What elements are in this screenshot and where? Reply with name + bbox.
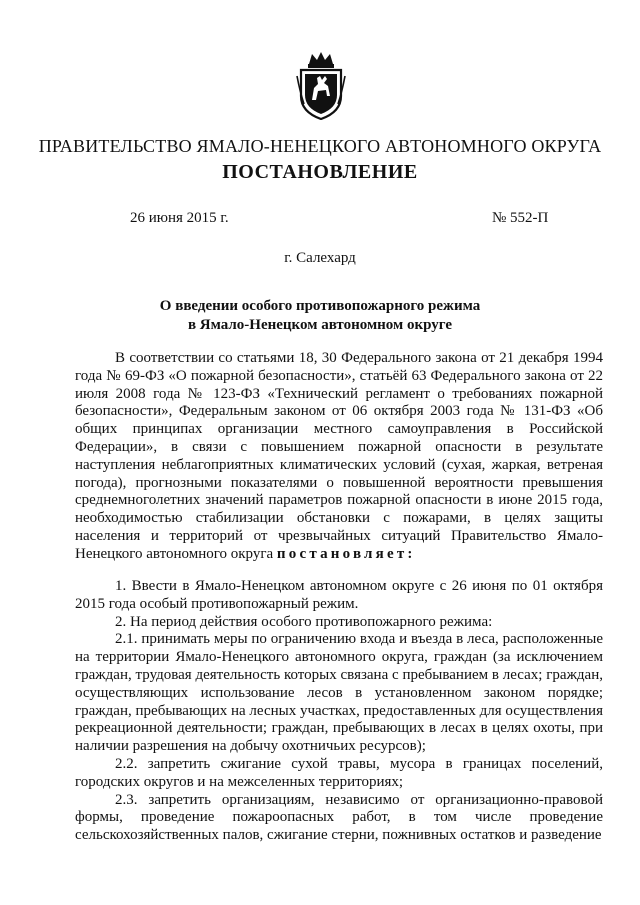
- list-item: 1. Ввести в Ямало-Ненецком автономном округе с 26 июня по 01 октября 2015 года особый противопожарный режим.: [75, 578, 603, 612]
- document-title: [0, 297, 640, 335]
- coat-of-arms-icon: [296, 52, 346, 120]
- decree-items: [75, 578, 603, 845]
- list-item: 2. На период действия особого противопожарного режима:: [115, 613, 493, 630]
- list-item: 2.3. запретить организациям, независимо от организационно-правовой формы, проведение пожароопасных работ, в том числе проведение сельскохозяйственных палов, сжигание стерни, пожнивных остатков и разведение: [75, 791, 603, 844]
- document-number: № 552-П: [492, 210, 549, 226]
- preamble-paragraph: [75, 350, 603, 564]
- document-type: ПОСТАНОВЛЕНИЕ: [222, 161, 418, 183]
- document-date: 26 июня 2015 г.: [130, 210, 229, 226]
- title-line-1: О введении особого противопожарного режима: [159, 298, 481, 314]
- preamble: [75, 350, 603, 564]
- preamble-verb: постановляет:: [276, 545, 416, 562]
- title-line-2: в Ямало-Ненецком автономном округе: [187, 317, 453, 333]
- list-item: 2.1. принимать меры по ограничению входа и въезда в леса, расположенные на территории Ямало-Ненецкого автономного округа, граждан (за исключением граждан, трудовая деятельность которых связана с пребыванием в лесах; граждан, осуществляющих использование лесов в установленном законом порядке; граждан, пребывающих на лесных участках, предоставленных для осуществления рекреационной деятельности; граждан, пребывающих в лесах в целях охоты, при наличии разрешения на добычу охотничьих ресурсов);: [75, 631, 603, 755]
- organization-name: ПРАВИТЕЛЬСТВО ЯМАЛО-НЕНЕЦКОГО АВТОНОМНОГО ОКРУГА: [38, 136, 602, 156]
- document-city: г. Салехард: [284, 250, 356, 266]
- preamble-text: В соответствии со статьями 18, 30 Федерального закона от 21 декабря 1994 года № 69-ФЗ «О пожарной безопасности», статьёй 63 Федерального закона от 22 июля 2008 года № 123-ФЗ «Технический регламент о требованиях пожарной безопасности», Федеральным законом от 06 октября 2003 года № 131-ФЗ «Об общих принципах организации местного самоуправления в Российской Федерации», в связи с повышением пожарной опасности в результате наступления неблагоприятных климатических условий (сухая, жаркая, ветреная погода), прогнозными показателями о повышенной вероятности превышения среднемноголетних значений параметров пожарной опасности в июне 2015 года, необходимостью стабилизации обстановки с пожарами, в целях защиты населения и территорий от чрезвычайных ситуаций Правительство Ямало-Ненецкого автономного округа: [75, 350, 603, 562]
- list-item: 2.2. запретить сжигание сухой травы, мусора в границах поселений, городских округов и на межселенных территориях;: [75, 755, 603, 790]
